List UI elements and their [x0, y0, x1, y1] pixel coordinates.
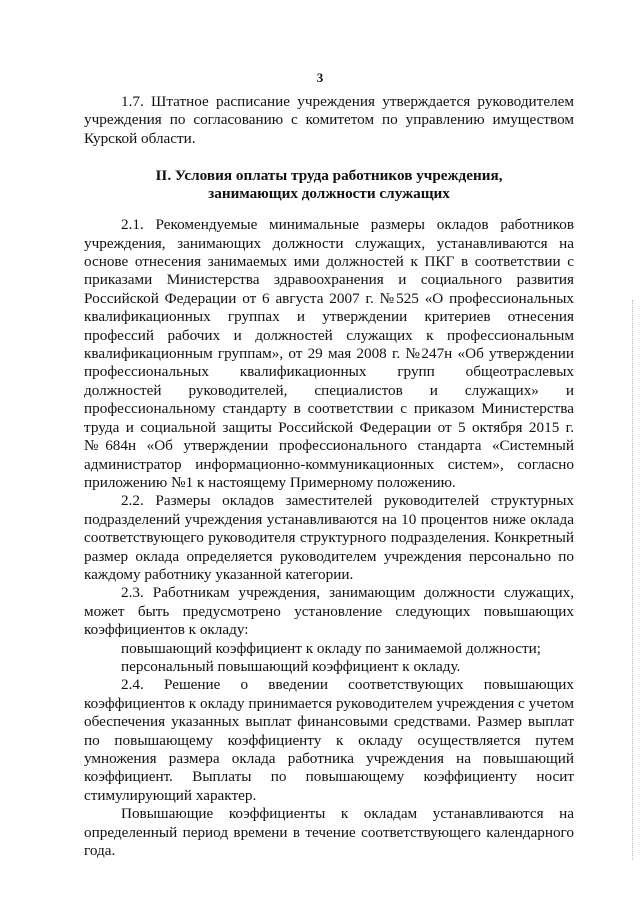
list-item-coefficient-position: повышающий коэффициент к окладу по занимаемой должности; — [121, 639, 541, 657]
section-heading-line-1: II. Условия оплаты труда работников учреждения, — [155, 167, 503, 185]
paragraph-2-3: 2.3. Работникам учреждения, занимающим должности служащих, может быть предусмотрено установление следующих повышающих коэффициентов к окладу: — [84, 584, 574, 639]
section-heading — [84, 167, 574, 203]
list-item-coefficient-personal: персональный повышающий коэффициент к окладу. — [121, 657, 461, 675]
scan-margin-line — [631, 300, 633, 860]
paragraph-2-1: 2.1. Рекомендуемые минимальные размеры окладов работников учреждения, занимающих должности служащих, устанавливаются на основе отнесения занимаемых ими должностей к ПКГ в соответствии с приказами Министерства здравоохранения и социального развития Российской Федерации от 6 августа 2007 г. №525 «О профессиональных квалификационных группах и утверждении критериев отнесения профессий рабочих и должностей служащих к профессиональным квалификационным группам», от 29 мая 2008 г. №247н «Об утверждении профессиональных квалификационных групп общеотраслевых должностей руководителей, специалистов и служащих» и профессиональному стандарту в соответствии с приказом Министерства труда и социальной защиты Российской Федерации от 5 октября 2015 г. №684н «Об утверждении профессионального стандарта «Системный администратор информационно-коммуникационных систем», согласно приложению №1 к настоящему Примерному положению. — [84, 216, 574, 491]
document-body — [84, 93, 574, 860]
paragraph-coefficients-period: Повышающие коэффициенты к окладам устанавливаются на определенный период времени в течение соответствующего календарного года. — [84, 805, 574, 860]
page-number: 3 — [316, 70, 324, 85]
section-heading-line-2: занимающих должности служащих — [208, 185, 450, 203]
paragraph-1-7: 1.7. Штатное расписание учреждения утверждается руководителем учреждения по согласованию с комитетом по управлению имуществом Курской области. — [84, 93, 574, 147]
paragraph-2-4: 2.4. Решение о введении соответствующих повышающих коэффициентов к окладу принимается руководителем учреждения с учетом обеспечения указанных выплат финансовыми средствами. Размер выплат по повышающему коэффициенту к окладу осуществляется путем умножения размера оклада работника учреждения на повышающий коэффициент. Выплаты по повышающему коэффициенту носит стимулирующий характер. — [84, 676, 574, 804]
paragraph-2-2: 2.2. Размеры окладов заместителей руководителей структурных подразделений учреждения устанавливаются на 10 процентов ниже оклада соответствующего руководителя структурного подразделения. Конкретный размер оклада определяется руководителем учреждения персонально по каждому работнику указанной категории. — [84, 492, 574, 583]
